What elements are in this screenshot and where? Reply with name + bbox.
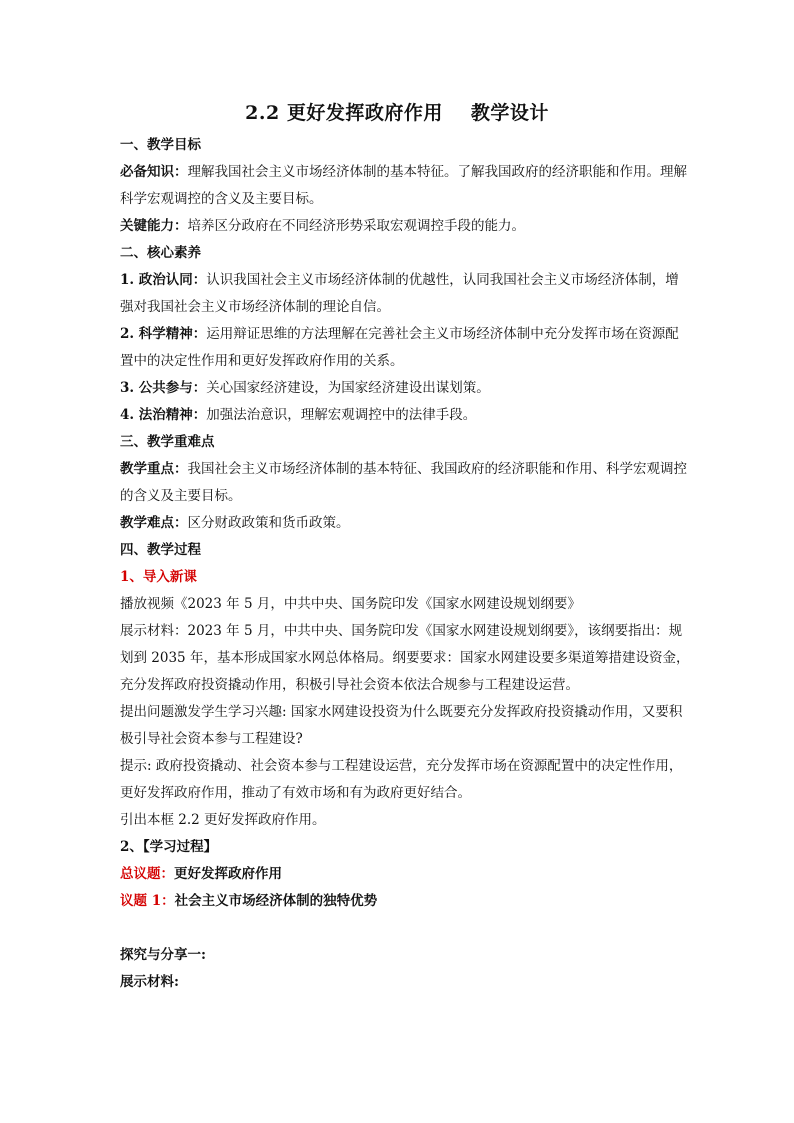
- paragraph-ability: 关键能力：培养区分政府在不同经济形势采取宏观调控手段的能力。: [120, 218, 525, 234]
- intro-paragraph-2: 展示材料：2023 年 5 月，中共中央、国务院印发《国家水网建设规划纲要》，该纲要指出：规划到 2035 年，基本形成国家水网总体格局。纲要要求：国家水网建设要多渠道筹措建设资金，充分发挥政府投资撬动作用，积极引导社会资本依法合规参与工程建设运营。: [120, 623, 690, 693]
- process-heading: 2、【学习过程】: [120, 839, 218, 855]
- title-sub: 教学设计: [470, 102, 549, 124]
- intro-paragraph-4: 提示: 政府投资撬动、社会资本参与工程建设运营，充分发挥市场在资源配置中的决定性作用，更好发挥政府作用，推动了有效市场和有为政府更好结合。: [120, 758, 683, 801]
- section-heading-literacy: 二、核心素养: [120, 245, 201, 261]
- paragraph-knowledge: 必备知识：理解我国社会主义市场经济体制的基本特征。了解我国政府的经济职能和作用。理解科学宏观调控的含义及主要目标。: [120, 164, 687, 207]
- title-main: 2.2 更好发挥政府作用: [245, 102, 443, 124]
- explore-share-label: 探究与分享一:: [120, 947, 206, 963]
- document-body: [120, 132, 690, 996]
- paragraph-difficulty: 教学难点：区分财政政策和货币政策。: [120, 515, 350, 531]
- intro-paragraph-5: 引出本框 2.2 更好发挥政府作用。: [120, 812, 326, 828]
- material-label: 展示材料:: [120, 974, 179, 990]
- page-title: [0, 98, 794, 125]
- literacy-item-1: 1. 政治认同：认识我国社会主义市场经济体制的优越性，认同我国社会主义市场经济体制，增强对我国社会主义市场经济体制的理论自信。: [120, 272, 679, 315]
- intro-paragraph-3: 提出问题激发学生学习兴趣: 国家水网建设投资为什么既要充分发挥政府投资撬动作用，又要积极引导社会资本参与工程建设?: [120, 704, 683, 747]
- literacy-item-2: 2. 科学精神：运用辩证思维的方法理解在完善社会主义市场经济体制中充分发挥市场在资源配置中的决定性作用和更好发挥政府作用的关系。: [120, 326, 679, 369]
- literacy-item-4: 4. 法治精神：加强法治意识，理解宏观调控中的法律手段。: [120, 407, 477, 423]
- topic-1: 议题 1：社会主义市场经济体制的独特优势: [120, 893, 378, 909]
- section-heading-key-points: 三、教学重难点: [120, 434, 215, 450]
- overall-topic: 总议题：更好发挥政府作用: [120, 866, 282, 882]
- section-heading-process: 四、教学过程: [120, 542, 201, 558]
- intro-paragraph-1: 播放视频《2023 年 5 月，中共中央、国务院印发《国家水网建设规划纲要》: [120, 596, 581, 612]
- literacy-item-3: 3. 公共参与：关心国家经济建设，为国家经济建设出谋划策。: [120, 380, 490, 396]
- paragraph-key: 教学重点：我国社会主义市场经济体制的基本特征、我国政府的经济职能和作用、科学宏观调控的含义及主要目标。: [120, 461, 687, 504]
- intro-heading: 1、导入新课: [120, 569, 197, 585]
- section-heading-goals: 一、教学目标: [120, 137, 201, 153]
